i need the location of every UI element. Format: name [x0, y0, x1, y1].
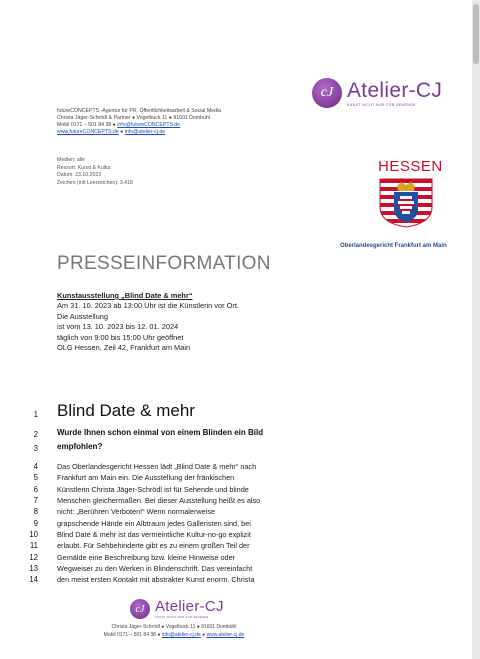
line-number: 8 — [33, 507, 38, 516]
footer-address: Christa Jäger-Schrödl ● Vogelbuck 11 ● 91601 Dombühl — [111, 624, 237, 630]
hessen-title: HESSEN — [378, 158, 443, 175]
court-name: Oberlandesgericht Frankfurt am Main — [340, 243, 447, 249]
sender-line-1: futureCONCEPTS -Agentur für PR, Öffentlichkeitsarbeit & Social Media — [57, 108, 221, 114]
line-number: 11 — [29, 541, 38, 550]
logo-tagline: KUNST NICHT NUR FÜR SEHENDE — [347, 102, 416, 107]
event-line: ist vom 13. 10. 2023 bis 12. 01. 2024 — [57, 322, 179, 332]
footer-phone: Mobil 0171 – 501 84 38 ● — [103, 632, 162, 638]
logo-name: Atelier-CJ — [347, 78, 443, 102]
subheadline-line: empfohlen? — [57, 442, 103, 451]
line-number: 9 — [33, 519, 38, 528]
footer-line-2 — [44, 631, 304, 639]
logo-monogram: cJ — [312, 78, 342, 108]
meta-ressort: Ressort: Kunst & Kultur — [57, 164, 111, 171]
sender-phone: Mobil 0171 – 501 84 38 ● — [57, 122, 118, 128]
body-line: den meist ersten Kontakt mit abstrakter Kunst enorm. Christa — [57, 575, 255, 585]
sender-web-link[interactable]: www.futureCONCEPTS.de — [57, 129, 119, 135]
sender-email-link[interactable]: info@futureCONCEPTS.de — [117, 122, 181, 128]
footer-logo-monogram: cJ — [130, 599, 150, 619]
body-line: Wegweiser zu den Werken in Blindenschrift. Das vereinfacht — [57, 564, 253, 574]
event-line: OLG Hessen, Zeil 42, Frankfurt am Main — [57, 343, 191, 353]
footer-email-link[interactable]: info@atelier-cj.de — [161, 632, 201, 638]
hessen-coat-of-arms — [378, 177, 434, 234]
press-title: PRESSEINFORMATION — [57, 253, 271, 274]
footer-logo — [130, 599, 224, 619]
vertical-scrollbar[interactable] — [472, 0, 480, 659]
line-number: 5 — [33, 473, 38, 482]
subheadline-line: Wurde Ihnen schon einmal von einem Blinden ein Bild — [57, 428, 264, 437]
footer-logo-tagline: KUNST NICHT NUR FÜR SEHENDE — [155, 616, 209, 619]
line-number: 13 — [29, 564, 38, 573]
event-line: täglich von 9:00 bis 15:00 Uhr geöffnet — [57, 332, 184, 342]
sender-line-4 — [57, 129, 297, 136]
sender-line-2: Christa Jäger-Schrödl & Partner ● Vogelbuck 11 ● 91601 Dombühl — [57, 115, 210, 121]
event-title: Kunstausstellung „Blind Date & mehr“ — [57, 291, 193, 300]
meta-zeichen: Zeichen (mit Leerzeichen): 3.418 — [57, 179, 133, 186]
sender-separator: ● — [118, 129, 125, 135]
meta-datum: Datum: 23.10.2023 — [57, 172, 102, 178]
line-number: 3 — [33, 444, 38, 453]
body-line: Menschen gleichermaßen. Bei dieser Ausstellung heißt es also — [57, 496, 261, 506]
body-line: Gemälde eine Beschreibung bzw. kleine Hinweise oder — [57, 552, 236, 562]
line-number: 12 — [29, 553, 38, 562]
footer-logo-name: Atelier-CJ — [155, 598, 224, 615]
article-subheadline — [57, 426, 297, 454]
sender-email2-link[interactable]: info@atelier-cj.de — [124, 129, 166, 135]
body-line: Blind Date & mehr ist das vermeintliche Kultur-no-go explizit — [57, 530, 251, 540]
line-number: 2 — [33, 430, 38, 439]
line-number: 6 — [33, 485, 38, 494]
body-line: erlaubt. Für Sehbehinderte gibt es zu einem großen Teil der — [57, 541, 250, 551]
scrollbar-thumb[interactable] — [473, 4, 479, 64]
article-body — [57, 461, 285, 586]
footer-web-link[interactable]: www.atelier-cj.de — [206, 632, 245, 638]
article-headline: Blind Date & mehr — [57, 401, 195, 420]
meta-medien: Medien: alle — [57, 157, 85, 163]
body-line: nicht: „Berühren Verboten!“ Wenn normalerweise — [57, 507, 216, 517]
line-number: 1 — [33, 410, 38, 419]
line-number: 4 — [33, 462, 38, 471]
body-line: Das Oberlandesgericht Hessen lädt „Blind Date & mehr“ nach — [57, 462, 257, 471]
event-line: Am 31. 10. 2023 ab 13:00 Uhr ist die Künstlerin vor Ort. — [57, 301, 239, 311]
sender-block — [57, 108, 297, 136]
footer-separator: ● — [200, 632, 207, 638]
line-number: 7 — [33, 496, 38, 505]
event-line: Die Ausstellung — [57, 311, 108, 321]
event-info — [57, 291, 357, 353]
meta-block — [57, 157, 217, 187]
body-line: Frankfurt am Main ein. Die Ausstellung der fränkischen — [57, 473, 235, 483]
body-line: Künstlerin Christa Jäger-Schrödl ist für Sehende und blinde — [57, 484, 249, 494]
line-number: 14 — [29, 575, 38, 584]
atelier-logo — [312, 78, 442, 108]
line-number: 10 — [29, 530, 38, 539]
body-line: grapschende Hände ein Albtraum jedes Galleristen sind, bei — [57, 518, 251, 528]
sender-line-3 — [57, 122, 297, 129]
footer-contact — [44, 623, 304, 639]
